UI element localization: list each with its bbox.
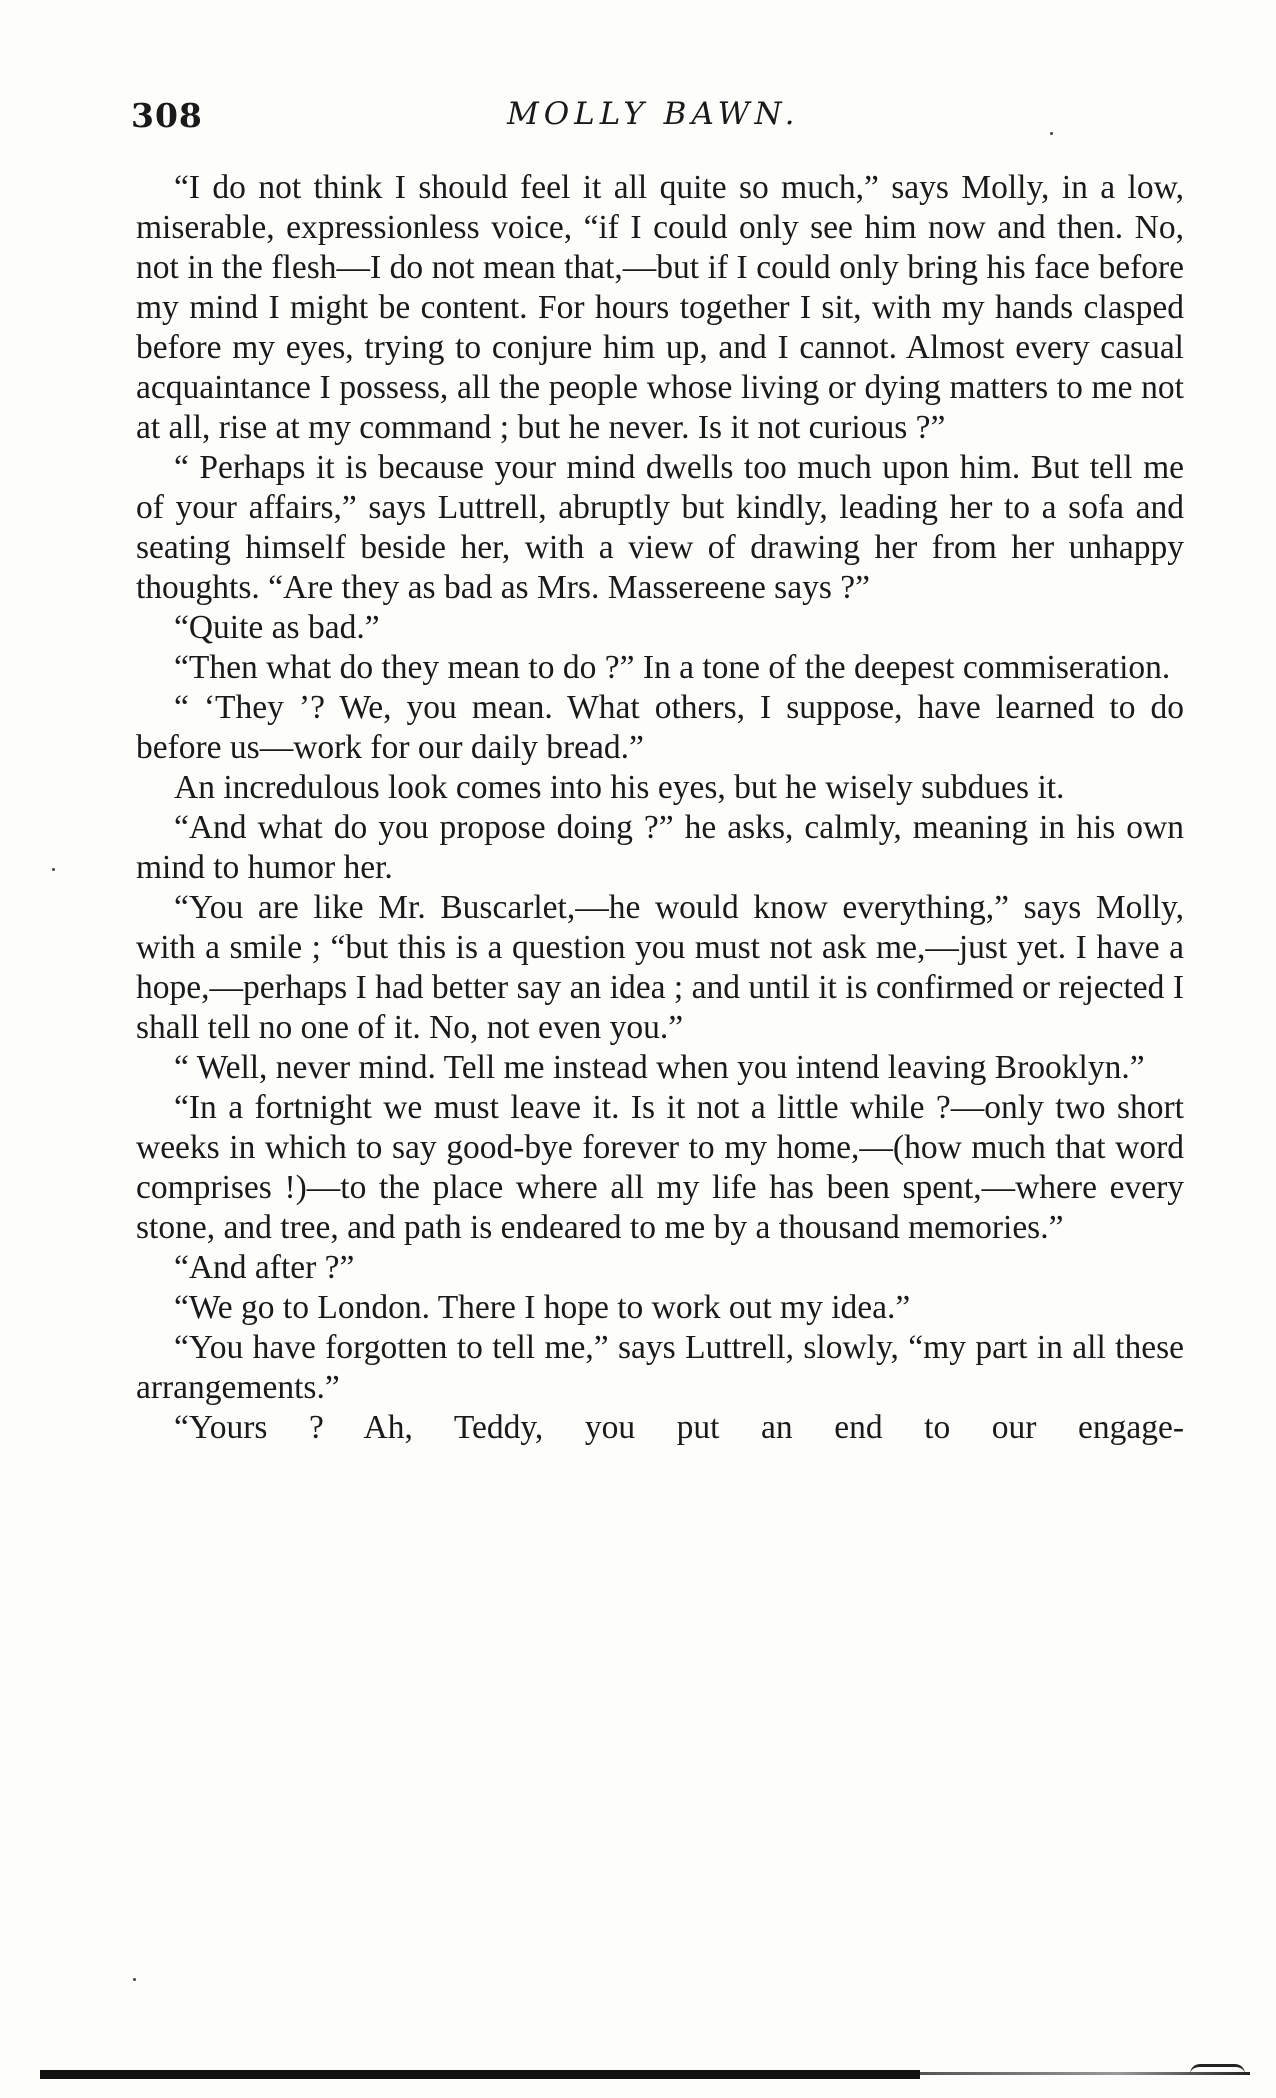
- running-title: MOLLY BAWN.: [507, 96, 800, 132]
- page-number: 308: [131, 96, 203, 135]
- paragraph: “In a fortnight we must leave it. Is it not a little while ?—only two short weeks in which to say good-bye forever to my home,—(how much that word comprises !)—to the place where all my life has been spent,—where every stone, and tree, and path is endeared to me by a thousand memories.”: [136, 1089, 1184, 1246]
- rule-thick-segment: [40, 2070, 920, 2079]
- page-header: [131, 96, 1181, 146]
- print-speck: [52, 868, 55, 871]
- paragraph: “And after ?”: [174, 1249, 355, 1286]
- paragraph: “And what do you propose doing ?” he asks, calmly, meaning in his own mind to humor her.: [136, 809, 1184, 886]
- print-speck: [1050, 132, 1053, 135]
- paragraph: “ Well, never mind. Tell me instead when you intend leaving Brooklyn.”: [174, 1049, 1145, 1086]
- paragraph: “Then what do they mean to do ?” In a tone of the deepest commiseration.: [174, 649, 1171, 686]
- rule-end-flourish: [1190, 2064, 1245, 2077]
- paragraph: “ ‘They ’? We, you mean. What others, I suppose, have learned to do before us—work for our daily bread.”: [136, 689, 1184, 766]
- paragraph: “Quite as bad.”: [174, 609, 380, 646]
- bottom-rule: [40, 2070, 1240, 2078]
- paragraph: “ Perhaps it is because your mind dwells too much upon him. But tell me of your affairs,” says Luttrell, abruptly but kindly, leading her to a sofa and seating himself beside her, with a view of drawing her from her unhappy thoughts. “Are they as bad as Mrs. Massereene says ?”: [136, 449, 1184, 606]
- paragraph: “You are like Mr. Buscarlet,—he would know everything,” says Molly, with a smile ; “but this is a question you must not ask me,—just yet. I have a hope,—perhaps I had better say an idea ; and until it is confirmed or rejected I shall tell no one of it. No, not even you.”: [136, 889, 1184, 1046]
- paragraph-continued: “Yours ? Ah, Teddy, you put an end to our engage-: [174, 1409, 1184, 1446]
- paragraph: “We go to London. There I hope to work out my idea.”: [174, 1289, 911, 1326]
- body-text: [136, 168, 1184, 1448]
- paragraph: “You have forgotten to tell me,” says Luttrell, slowly, “my part in all these arrangements.”: [136, 1329, 1184, 1406]
- paragraph: “I do not think I should feel it all quite so much,” says Molly, in a low, miserable, expressionless voice, “if I could only see him now and then. No, not in the flesh—I do not mean that,—but if I could only bring his face before my mind I might be content. For hours together I sit, with my hands clasped before my eyes, trying to conjure him up, and I cannot. Almost every casual acquaintance I possess, all the people whose living or dying matters to me not at all, rise at my command ; but he never. Is it not curious ?”: [136, 169, 1184, 446]
- print-speck: [133, 1978, 136, 1981]
- paragraph: An incredulous look comes into his eyes, but he wisely subdues it.: [174, 769, 1065, 806]
